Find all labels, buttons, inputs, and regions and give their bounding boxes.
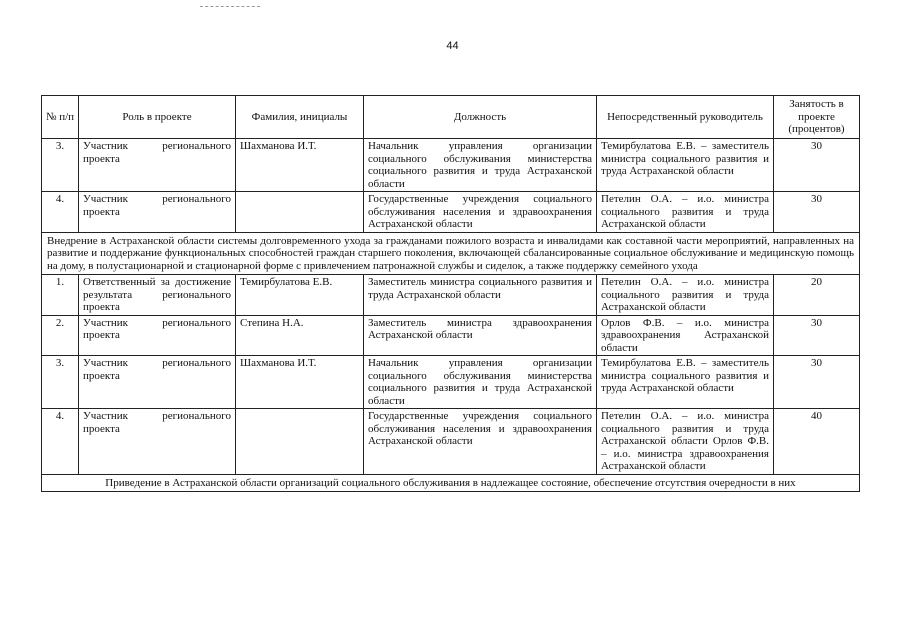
row-num: 4.	[42, 192, 79, 233]
row-manager: Орлов Ф.В. – и.о. министра здравоохранения Астраханской области	[597, 315, 774, 356]
footer-row	[42, 474, 860, 492]
row-employment: 30	[774, 315, 860, 356]
section-heading: Внедрение в Астраханской области системы долговременного ухода за гражданами пожилого возраста и инвалидами как составной части мероприятий, направленных на развитие и поддержание функциональных способностей граждан старшего поколения, включающей сбалансированные социальное обслуживание и медицинскую помощь на дому, в полустационарной и стационарной форме с привлечением патронажной службы и сиделок, а также поддержку семейного ухода	[42, 232, 860, 275]
row-employment: 40	[774, 409, 860, 475]
row-position: Заместитель министра социального развития и труда Астраханской области	[364, 275, 597, 316]
row-num: 1.	[42, 275, 79, 316]
table-row	[42, 192, 860, 233]
row-role: Участник регионального проекта	[79, 192, 236, 233]
row-name	[236, 409, 364, 475]
row-position: Государственные учреждения социального обслуживания населения и здравоохранения Астраханской области	[364, 192, 597, 233]
row-role: Участник регионального проекта	[79, 139, 236, 192]
row-name: Шахманова И.Т.	[236, 139, 364, 192]
row-employment: 30	[774, 192, 860, 233]
row-num: 3.	[42, 139, 79, 192]
row-role: Участник регионального проекта	[79, 315, 236, 356]
header-employment: Занятость в проекте (процентов)	[774, 96, 860, 139]
table-row	[42, 315, 860, 356]
table-row	[42, 356, 860, 409]
header-role: Роль в проекте	[79, 96, 236, 139]
header-manager: Непосредственный руководитель	[597, 96, 774, 139]
row-num: 3.	[42, 356, 79, 409]
table-row	[42, 409, 860, 475]
row-name	[236, 192, 364, 233]
row-num: 4.	[42, 409, 79, 475]
footer-heading: Приведение в Астраханской области организаций социального обслуживания в надлежащее состояние, обеспечение отсутствия очередности в них	[42, 474, 860, 492]
row-name: Степина Н.А.	[236, 315, 364, 356]
scan-artifact	[200, 6, 260, 8]
row-position: Начальник управления организации социального обслуживания министерства социального развития и труда Астраханской области	[364, 139, 597, 192]
row-position: Государственные учреждения социального обслуживания населения и здравоохранения Астраханской области	[364, 409, 597, 475]
row-manager: Темирбулатова Е.В. – заместитель министра социального развития и труда Астраханской области	[597, 139, 774, 192]
header-name: Фамилия, инициалы	[236, 96, 364, 139]
row-name: Шахманова И.Т.	[236, 356, 364, 409]
row-manager: Петелин О.А. – и.о. министра социального развития и труда Астраханской области	[597, 275, 774, 316]
table-row	[42, 275, 860, 316]
table-row	[42, 139, 860, 192]
header-num: № п/п	[42, 96, 79, 139]
row-manager: Темирбулатова Е.В. – заместитель министра социального развития и труда Астраханской области	[597, 356, 774, 409]
participants-table	[41, 95, 860, 492]
row-employment: 30	[774, 139, 860, 192]
row-manager: Петелин О.А. – и.о. министра социального развития и труда Астраханской области	[597, 192, 774, 233]
row-role: Ответственный за достижение результата регионального проекта	[79, 275, 236, 316]
row-position: Заместитель министра здравоохранения Астраханской области	[364, 315, 597, 356]
header-position: Должность	[364, 96, 597, 139]
row-num: 2.	[42, 315, 79, 356]
row-employment: 30	[774, 356, 860, 409]
row-position: Начальник управления организации социального обслуживания министерства социального развития и труда Астраханской области	[364, 356, 597, 409]
table-header-row	[42, 96, 860, 139]
section-row	[42, 232, 860, 275]
row-role: Участник регионального проекта	[79, 409, 236, 475]
row-name: Темирбулатова Е.В.	[236, 275, 364, 316]
row-employment: 20	[774, 275, 860, 316]
row-role: Участник регионального проекта	[79, 356, 236, 409]
page-number: 44	[446, 40, 459, 52]
row-manager: Петелин О.А. – и.о. министра социального развития и труда Астраханской области Орлов Ф.В. – и.о. министра здравоохранения Астраханской области	[597, 409, 774, 475]
